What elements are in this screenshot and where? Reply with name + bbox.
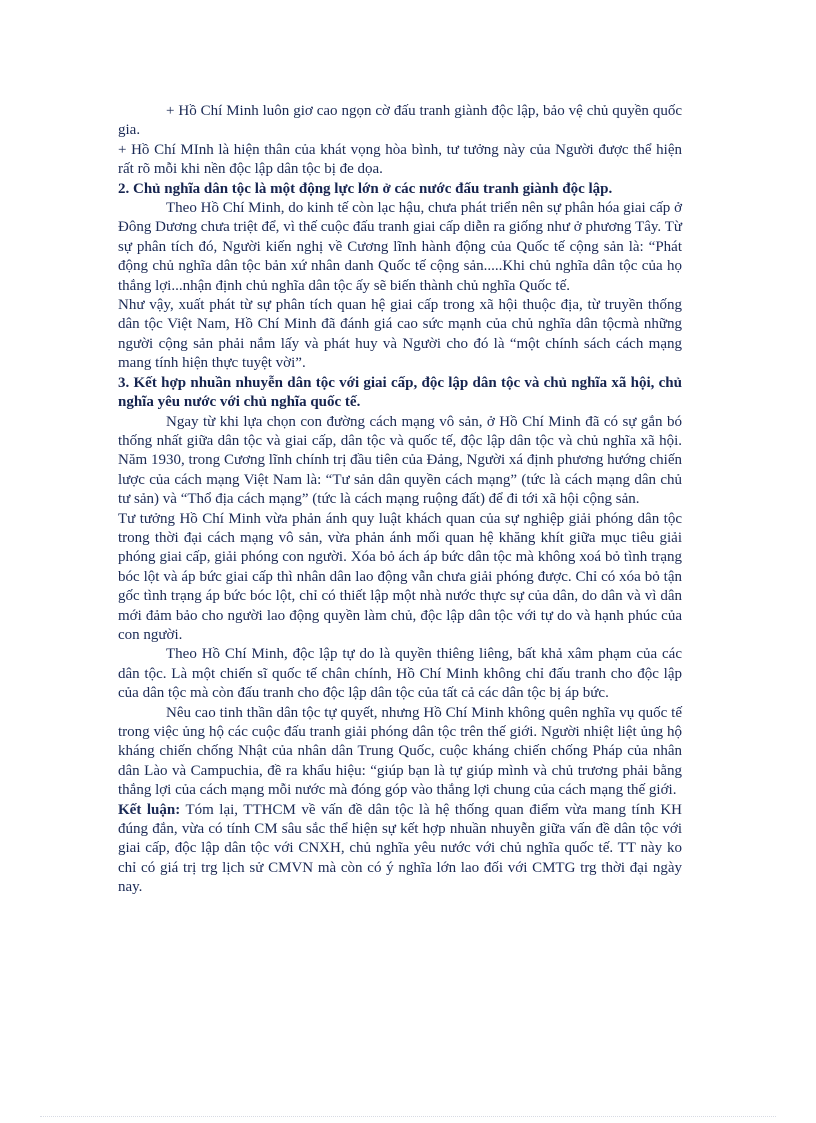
conclusion-text: Tóm lại, TTHCM về vấn đề dân tộc là hệ thống quan điểm vừa mang tính KH đúng đắn, vừa có tính CM sâu sắc thể hiện sự kết hợp nhuần nhuyễn giữa vấn đề dân tộc với giai cấp, độc lập dân tộc với CNXH, chủ nghĩa yêu nước với chủ nghĩa quốc tế. TT này ko chỉ có giá trị trg lịch sử CMVN mà còn có ý nghĩa lớn lao đối với CMTG trg thời đại ngày nay. [118,801,683,896]
section-heading-3: 3. Kết hợp nhuần nhuyễn dân tộc với giai cấp, độc lập dân tộc và chủ nghĩa xã hội, chủ nghĩa yêu nước với chủ nghĩa quốc tế. [118,374,682,411]
paragraph-bullet-peace: + Hồ Chí MInh là hiện thân của khát vọng hòa bình, tư tưởng này của Người được thể hiện rất rõ mỗi khi nền độc lập dân tộc bị đe dọa. [118,141,682,178]
page-bottom-border [40,1116,776,1117]
paragraph-revolution-path: Ngay từ khi lựa chọn con đường cách mạng vô sản, ở Hồ Chí Minh đã có sự gắn bó thống nhất giữa dân tộc và giai cấp, dân tộc và quốc tế, độc lập dân tộc và chủ nghĩa xã hội. Năm 1930, trong Cương lĩnh chính trị đầu tiên của Đảng, Người xá định phương hướng chiến lược của cách mạng Việt Nam là: “Tư sản dân quyền cách mạng” (tức là cách mạng dân chủ tư sản) và “Thổ địa cách mạng” (tức là cách mạng ruộng đất) để đi tới xã hội cộng sản. [118,413,682,508]
paragraph-class-analysis: Theo Hồ Chí Minh, do kinh tế còn lạc hậu, chưa phát triển nên sự phân hóa giai cấp ở Đông Dương chưa triệt để, vì thế cuộc đấu tranh giai cấp diễn ra giống như ở phương Tây. Từ sự phân tích đó, Người kiến nghị về Cương lĩnh hành động của Quốc tế cộng sản là: “Phát động chủ nghĩa dân tộc bản xứ nhân danh Quốc tế cộng sản.....Khi chủ nghĩa dân tộc của họ thắng lợi...nhận định chủ nghĩa dân tộc ấy sẽ biến thành chủ nghĩa Quốc tế. [118,200,682,294]
paragraph-liberation-ideology: Tư tưởng Hồ Chí Minh vừa phản ánh quy luật khách quan của sự nghiệp giải phóng dân tộc trong thời đại cách mạng vô sản, vừa phản ánh mối quan hệ khăng khít giữa mục tiêu giải phóng giai cấp, giải phóng con người. Xóa bỏ ách áp bức dân tộc mà không xoá bỏ tình trạng bóc lột và áp bức giai cấp thì nhân dân lao động vẫn chưa giải phóng được. Chỉ có xóa bỏ tận gốc tình trạng áp bức bóc lột, chỉ có thiết lập một nhà nước thực sự của dân, do dân và vì dân mới đảm bảo cho người lao động quyền làm chủ, độc lập dân tộc với tự do và hạnh phúc của con người. [118,510,682,643]
paragraph-nationalism-strength: Như vậy, xuất phát từ sự phân tích quan hệ giai cấp trong xã hội thuộc địa, từ truyền thống dân tộc Việt Nam, Hồ Chí Minh đã đánh giá cao sức mạnh của chủ nghĩa dân tộcmà những người cộng sản phải nắm lấy và phát huy và Người cho đó là “một chính sách cách mạng mang tính hiện thực tuyệt vời”. [118,297,682,372]
section-heading-2: 2. Chủ nghĩa dân tộc là một động lực lớn ở các nước đấu tranh giành độc lập. [118,180,613,197]
conclusion-paragraph [118,801,682,898]
paragraph-bullet-independence: + Hồ Chí Minh luôn giơ cao ngọn cờ đấu tranh giành độc lập, bảo vệ chủ quyền quốc gia. [118,103,682,139]
document-body [118,102,682,898]
paragraph-international-duty: Nêu cao tinh thần dân tộc tự quyết, nhưng Hồ Chí Minh không quên nghĩa vụ quốc tế trong việc ủng hộ các cuộc đấu tranh giải phóng dân tộc trên thế giới. Người nhiệt liệt ủng hộ kháng chiến chống Nhật của nhân dân Trung Quốc, cuộc kháng chiến chống Pháp của nhân dân Lào và Campuchia, đề ra khẩu hiệu: “giúp bạn là tự giúp mình và chủ trương phải bằng thắng lợi của cách mạng mỗi nước mà đóng góp vào thắng lợi chung của cách mạng thế giới. [118,704,682,799]
conclusion-label: Kết luận: [118,801,181,818]
paragraph-independence-rights: Theo Hồ Chí Minh, độc lập tự do là quyền thiêng liêng, bất khả xâm phạm của các dân tộc. Là một chiến sĩ quốc tế chân chính, Hồ Chí Minh không chỉ đấu tranh cho độc lập của dân tộc mà còn đấu tranh cho độc lập dân tộc của tất cả các dân tộc bị áp bức. [118,646,682,702]
